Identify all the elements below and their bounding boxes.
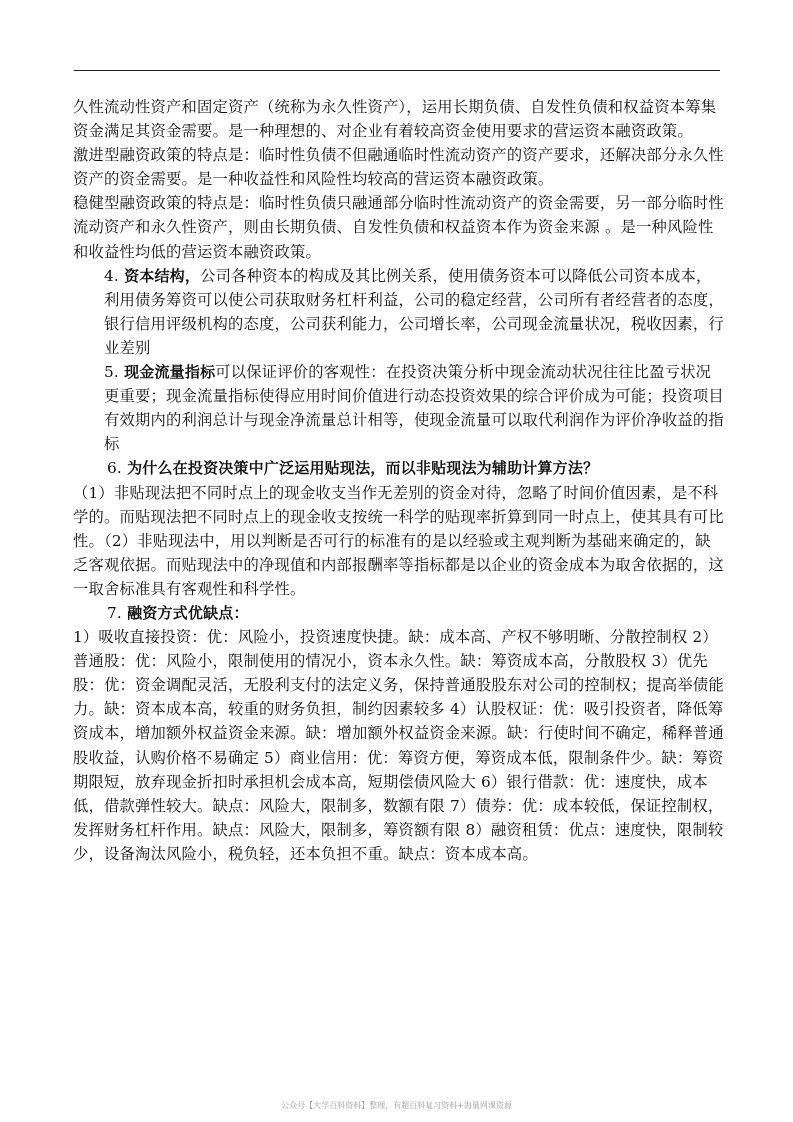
item-number: 4.: [104, 266, 125, 285]
item-number: 7.: [107, 603, 128, 622]
item-cash-flow: [73, 360, 725, 456]
item-number: 5.: [104, 363, 125, 382]
paragraph-aggressive-policy: 激进型融资政策的特点是：临时性负债不但融通临时性流动资产的资产要求，还解决部分永久性资产的资金需要。是一种收益性和风险性均较高的营运资本融资政策。: [73, 146, 724, 189]
header-rule: [74, 70, 720, 71]
item-title: 资本结构，: [124, 266, 201, 285]
paragraph-permanent-policy: 久性流动性资产和固定资产（统称为永久性资产），运用长期负债、自发性负债和权益资本筹集资金满足其资金需要。是一种理想的、对企业有着较高资金使用要求的营运资本融资政策。: [73, 98, 717, 141]
item-financing-body: 1）吸收直接投资：优：风险小，投资速度快捷。缺：成本高、产权不够明晰、分散控制权 2）普通股：优：风险小，限制使用的情况小，资本永久性。缺：筹资成本高，分散股权 3）优先股：优：资金调配灵活，无股利支付的法定义务，保持普通股股东对公司的控制权；提高举债能力。缺：资本成本高，较重的财务负担，制约因素较多 4）认股权证：优：吸引投资者，降低筹资成本，增加额外权益资金来源。缺：增加额外权益资金来源。缺：行使时间不确定，稀释普通股收益，认购价格不易确定 5）商业信用：优：筹资方便，筹资成本低，限制条件少。缺：筹资期限短，放弃现金折扣时承担机会成本高，短期偿债风险大 6）银行借款：优：速度快，成本低，借款弹性较大。缺点：风险大，限制多，数额有限 7）债券：优：成本较低，保证控制权，发挥财务杠杆作用。缺点：风险大，限制多，筹资额有限 8）融资租赁：优点：速度快，限制较少，设备淘汰风险小，税负轻，还本负担不重。缺点：资本成本高。: [73, 628, 724, 863]
item-body: 可以保证评价的客观性：在投资决策分析中现金流动状况往往比盈亏状况更重要；现金流量指标使得应用时间价值进行动态投资效果的综合评价成为可能；投资项目有效期内的利润总计与现金净流量总计相等，使现金流量可以取代利润作为评价净收益的指标: [104, 363, 724, 454]
item-discount-body: （1）非贴现法把不同时点上的现金收支当作无差别的资金对待，忽略了时间价值因素，是不科学的。而贴现法把不同时点上的现金收支按统一科学的贴现率折算到同一时点上，使其具有可比性。（2）非贴现法中，用以判断是否可行的标准有的是以经验或主观判断为基础来确定的，缺乏客观依据。而贴现法中的净现值和内部报酬率等指标都是以企业的资金成本为取舍依据的，这一取舍标准具有客观性和科学性。: [73, 483, 724, 598]
item-title: 为什么在投资决策中广泛运用贴现法，而以非贴现法为辅助计算方法？: [127, 459, 599, 478]
item-capital-structure: [73, 264, 725, 360]
footer-watermark: 公众号【大学百科资料】整理，有超百科复习资料+海量网课资源: [281, 1101, 512, 1110]
document-body: [73, 95, 725, 866]
item-title: 融资方式优缺点：: [127, 603, 249, 622]
item-financing-heading: [73, 601, 725, 625]
item-number: 6.: [107, 459, 128, 478]
item-body: 公司各种资本的构成及其比例关系，使用债务资本可以降低公司资本成本，利用债务筹资可以使公司获取财务杠杆利益，公司的稳定经营，公司所有者经营者的态度，银行信用评级机构的态度，公司获利能力，公司增长率，公司现金流量状况，税收因素，行业差别: [104, 266, 724, 357]
item-title: 现金流量指标: [124, 363, 216, 382]
paragraph-conservative-policy: 稳健型融资政策的特点是：临时性负债只融通部分临时性流动资产的资金需要，另一部分临时性流动资产和永久性资产，则由长期负债、自发性负债和权益资本作为资金来源 。是一种风险性和收益性均低的营运资本融资政策。: [73, 194, 724, 261]
item-discount-heading: [73, 456, 725, 480]
